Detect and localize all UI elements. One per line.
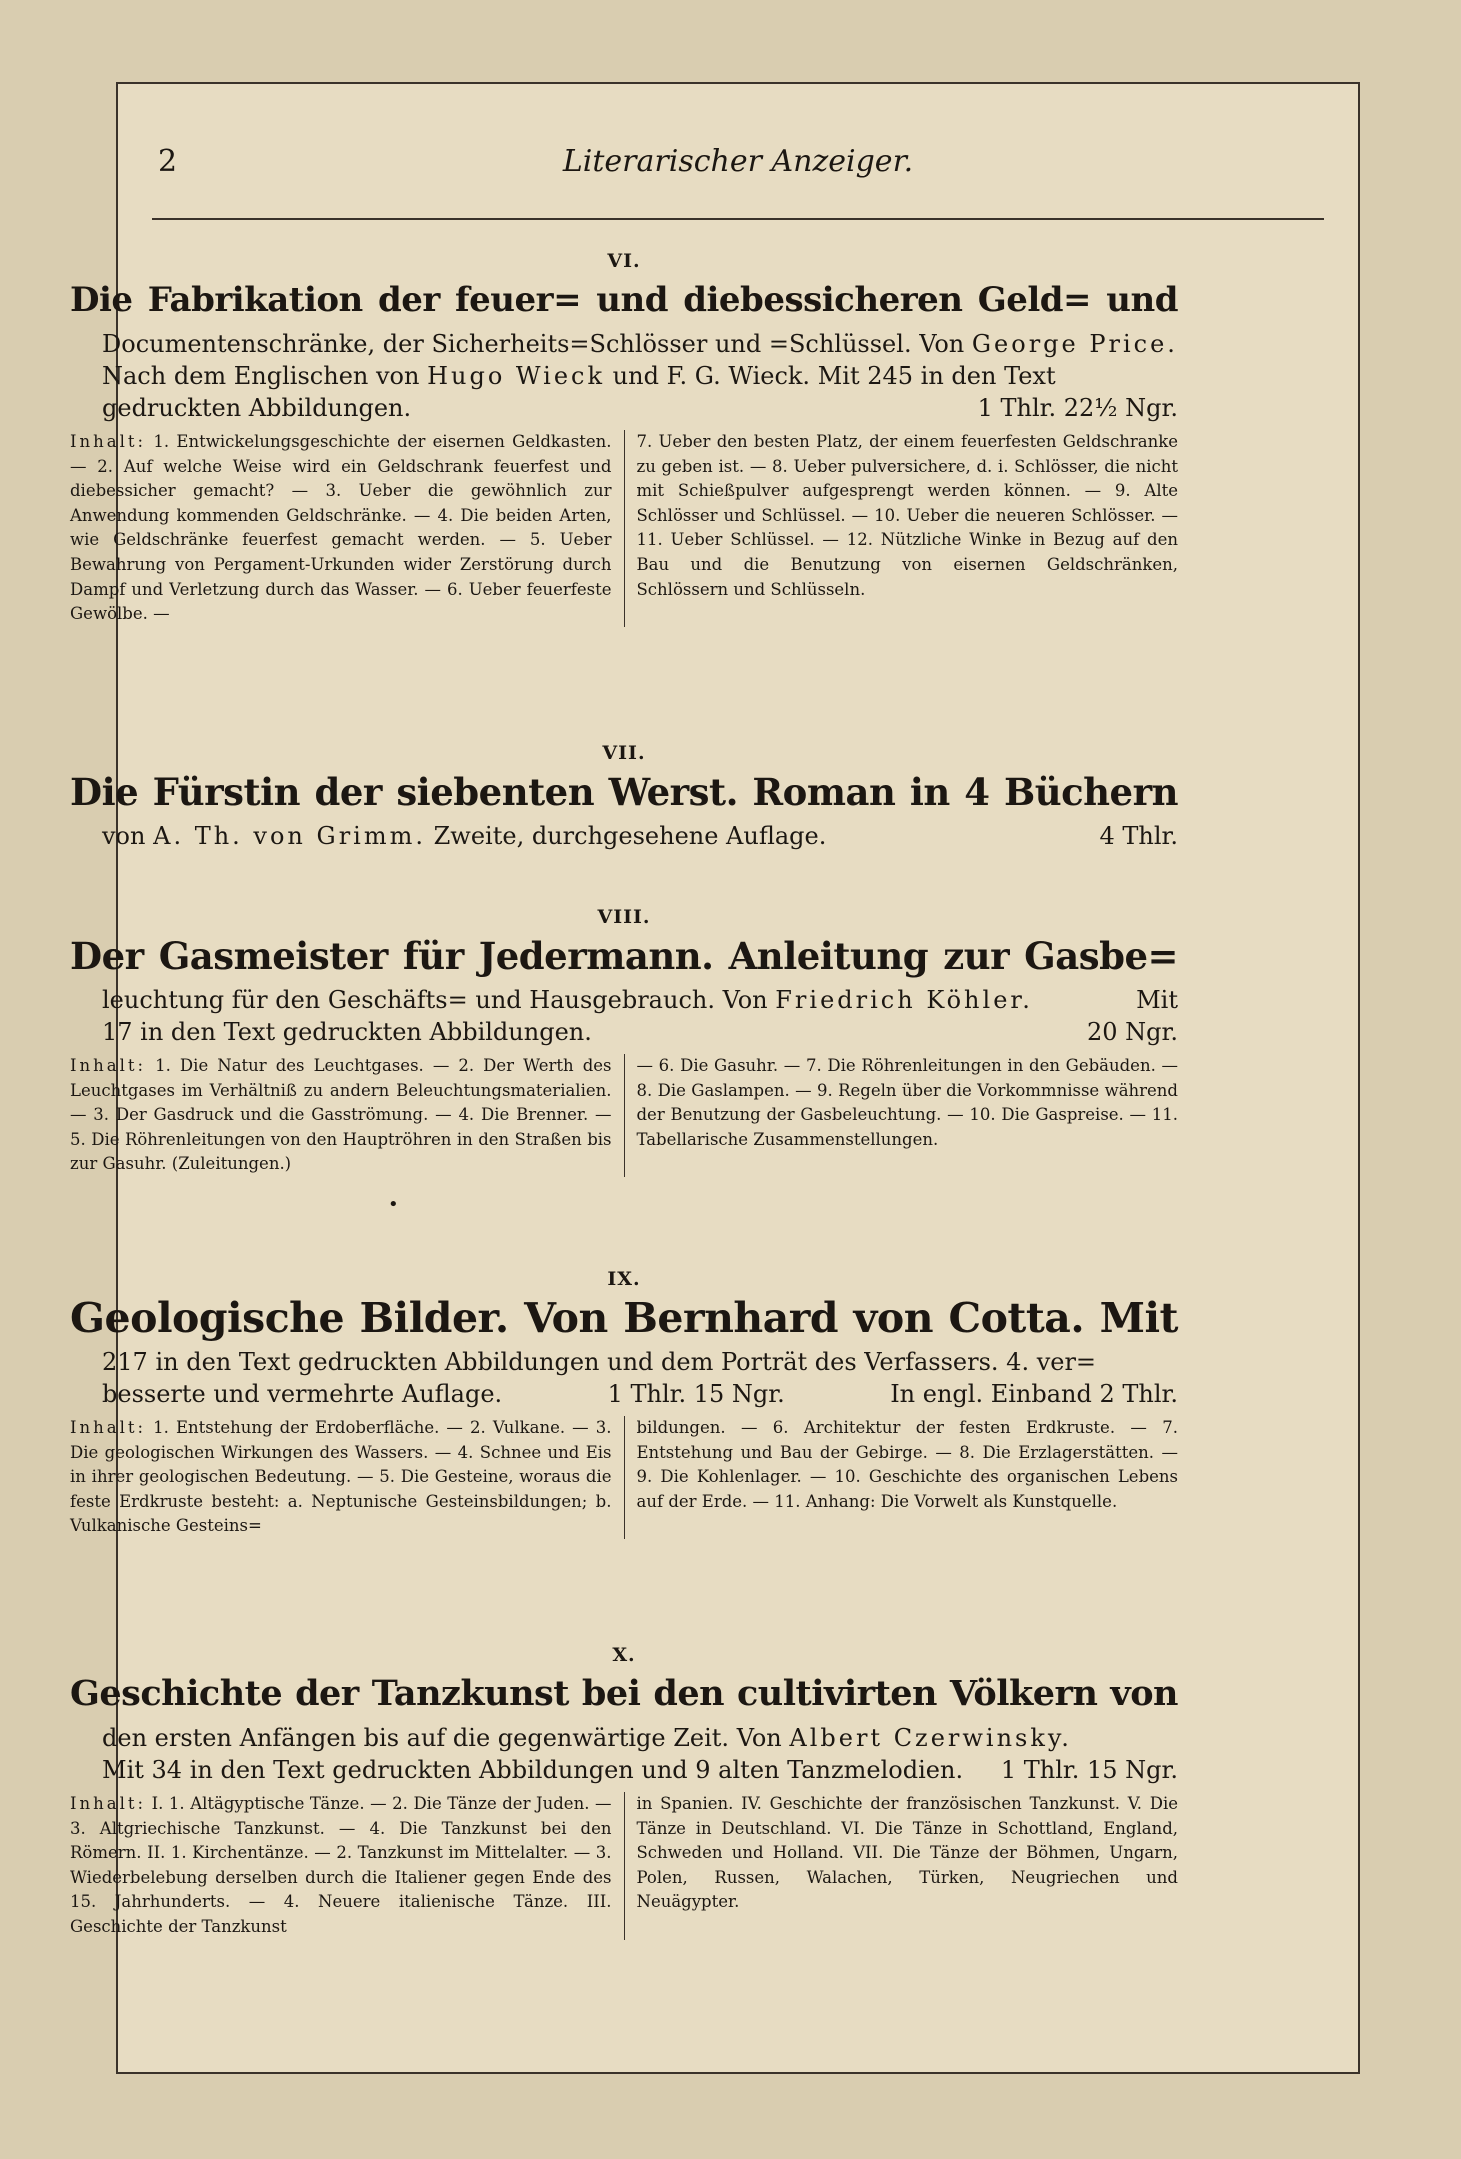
page-header [158,144,1318,184]
entry-subtitle: Documentenschränke, der Sicherheits=Schlösser und =Schlüssel. Von George Price. Nach dem Englischen von Hugo Wieck und F. G. Wieck. Mit 245 in den Text gedruckten Abbildungen. 1 Thlr. 22½ Ngr. [102,330,1178,422]
contents-right: in Spanien. IV. Geschichte der französischen Tanzkunst. V. Die Tänze in Deutschland. VI. Die Tänze in Schottland, England, Schweden und Holland. VII. Die Tänze der Böhmen, Ungarn, Polen, Russen, Walachen, Türken, Neugriechen und Neuägypter. [636,1794,1178,1912]
contents [70,1416,1178,1539]
entry-subtitle: 217 in den Text gedruckten Abbildungen und dem Porträt des Verfassers. 4. ver= besserte und vermehrte Auflage. 1 Thlr. 15 Ngr. In engl. Einband 2 Thlr. [102,1348,1178,1408]
contents-label: Inhalt: [70,1418,147,1437]
entry-subtitle: leuchtung für den Geschäfts= und Hausgebrauch. Von Friedrich Köhler. Mit 17 in den Text gedruckten Abbildungen. 20 Ngr. [102,986,1178,1046]
price-bound: In engl. Einband 2 Thlr. [890,1380,1178,1408]
price: 1 Thlr. 15 Ngr. [607,1380,785,1408]
price: 4 Thlr. [1099,822,1178,850]
price: 1 Thlr. 22½ Ngr. [977,394,1178,422]
entry-subtitle: den ersten Anfängen bis auf die gegenwärtige Zeit. Von Albert Czerwinsky. Mit 34 in den Text gedruckten Abbildungen und 9 alten Tanzmelodien. 1 Thlr. 15 Ngr. [102,1724,1178,1784]
running-title: Literarischer Anzeiger. [562,144,914,179]
price: 1 Thlr. 15 Ngr. [1000,1756,1178,1784]
page-number: 2 [158,144,178,179]
entry-number: VI. [607,250,641,272]
entry-vii [70,742,1178,852]
contents-right: bildungen. — 6. Architektur der festen Erdkruste. — 7. Entstehung und Bau der Gebirge. — 8. Die Erzlagerstätten. — 9. Die Kohlenlager. — 10. Geschichte des organischen Lebens auf der Erde. — 11. Anhang: Die Vorwelt als Kunstquelle. [636,1418,1178,1511]
contents-left: Inhalt: 1. Entwickelungsgeschichte der eisernen Geldkasten. — 2. Auf welche Weise wird ein Geldschrank feuerfest und diebessicher gemacht? — 3. Ueber die gewöhnlich zur Anwendung kommenden Geldschränke. — 4. Die beiden Arten, wie Geldschränke feuerfest gemacht werden. — 5. Ueber Bewahrung von Pergament-Urkunden wider Zerstörung durch Dampf und Verletzung durch das Wasser. — 6. Ueber feuerfeste Gewölbe. — [70,430,625,627]
author-name: A. Th. von Grimm. [153,822,426,850]
author-name: Albert Czerwinsky. [789,1724,1072,1752]
header-rule [152,218,1324,220]
entry-number: VIII. [597,906,651,928]
stray-mark: • [388,1194,399,1215]
contents [70,1054,1178,1177]
price: 20 Ngr. [1087,1018,1178,1046]
contents-right: 7. Ueber den besten Platz, der einem feuerfesten Geldschranke zu geben ist. — 8. Ueber pulversichere, d. i. Schlösser, die nicht mit Schießpulver aufgesprengt werden können. — 9. Alte Schlösser und Schlüssel. — 10. Ueber die neueren Schlösser. — 11. Ueber Schlüssel. — 12. Nützliche Winke in Bezug auf den Bau und die Benutzung von eisernen Geldschränken, Schlössern und Schlüsseln. [636,432,1178,599]
contents-label: Inhalt: [70,1794,147,1813]
contents [70,430,1178,627]
entry-ix [70,1268,1178,1539]
entry-title: Geologische Bilder. Von Bernhard von Cotta. Mit [70,1294,1178,1342]
author-name: George Price. [971,330,1178,358]
entry-title: Der Gasmeister für Jedermann. Anleitung zur Gasbe= [70,934,1178,978]
contents-left: Inhalt: I. 1. Altägyptische Tänze. — 2. Die Tänze der Juden. — 3. Altgriechische Tanzkunst. — 4. Die Tanzkunst bei den Römern. II. 1. Kirchentänze. — 2. Tanzkunst im Mittelalter. — 3. Wiederbelebung derselben durch die Italiener gegen Ende des 15. Jahrhunderts. — 4. Neuere italienische Tänze. III. Geschichte der Tanzkunst [70,1792,625,1940]
contents-left: Inhalt: 1. Entstehung der Erdoberfläche. — 2. Vulkane. — 3. Die geologischen Wirkungen des Wassers. — 4. Schnee und Eis in ihrer geologischen Bedeutung. — 5. Die Gesteine, woraus die feste Erdkruste besteht: a. Neptunische Gesteinsbildungen; b. Vulkanische Gesteins= [70,1416,625,1539]
entry-number: X. [612,1644,636,1666]
author-name: Friedrich Köhler. [775,986,1033,1014]
entry-x [70,1644,1178,1940]
contents-left: Inhalt: 1. Die Natur des Leuchtgases. — 2. Der Werth des Leuchtgases im Verhältniß zu andern Beleuchtungsmaterialien. — 3. Der Gasdruck und die Gasströmung. — 4. Die Brenner. — 5. Die Röhrenleitungen von den Hauptröhren in den Straßen bis zur Gasuhr. (Zuleitungen.) [70,1054,625,1177]
entry-number: VII. [602,742,646,764]
entry-title: Die Fürstin der siebenten Werst. Roman in 4 Büchern [70,770,1178,814]
contents-label: Inhalt: [70,1056,147,1075]
translator-name: Hugo Wieck [427,362,606,390]
entry-subtitle: von A. Th. von Grimm. Zweite, durchgesehene Auflage. 4 Thlr. [102,822,1178,850]
entry-viii [70,906,1178,1177]
entry-title: Geschichte der Tanzkunst bei den cultivirten Völkern von [70,1673,1178,1714]
contents-label: Inhalt: [70,432,147,451]
entry-title: Die Fabrikation der feuer= und diebessicheren Geld= und [70,280,1178,320]
contents-right: — 6. Die Gasuhr. — 7. Die Röhrenleitungen in den Gebäuden. — 8. Die Gaslampen. — 9. Regeln über die Vorkommnisse während der Benutzung der Gasbeleuchtung. — 10. Die Gaspreise. — 11. Tabellarische Zusammenstellungen. [636,1056,1178,1149]
entry-number: IX. [607,1268,641,1290]
entry-vi [70,250,1178,627]
contents [70,1792,1178,1940]
